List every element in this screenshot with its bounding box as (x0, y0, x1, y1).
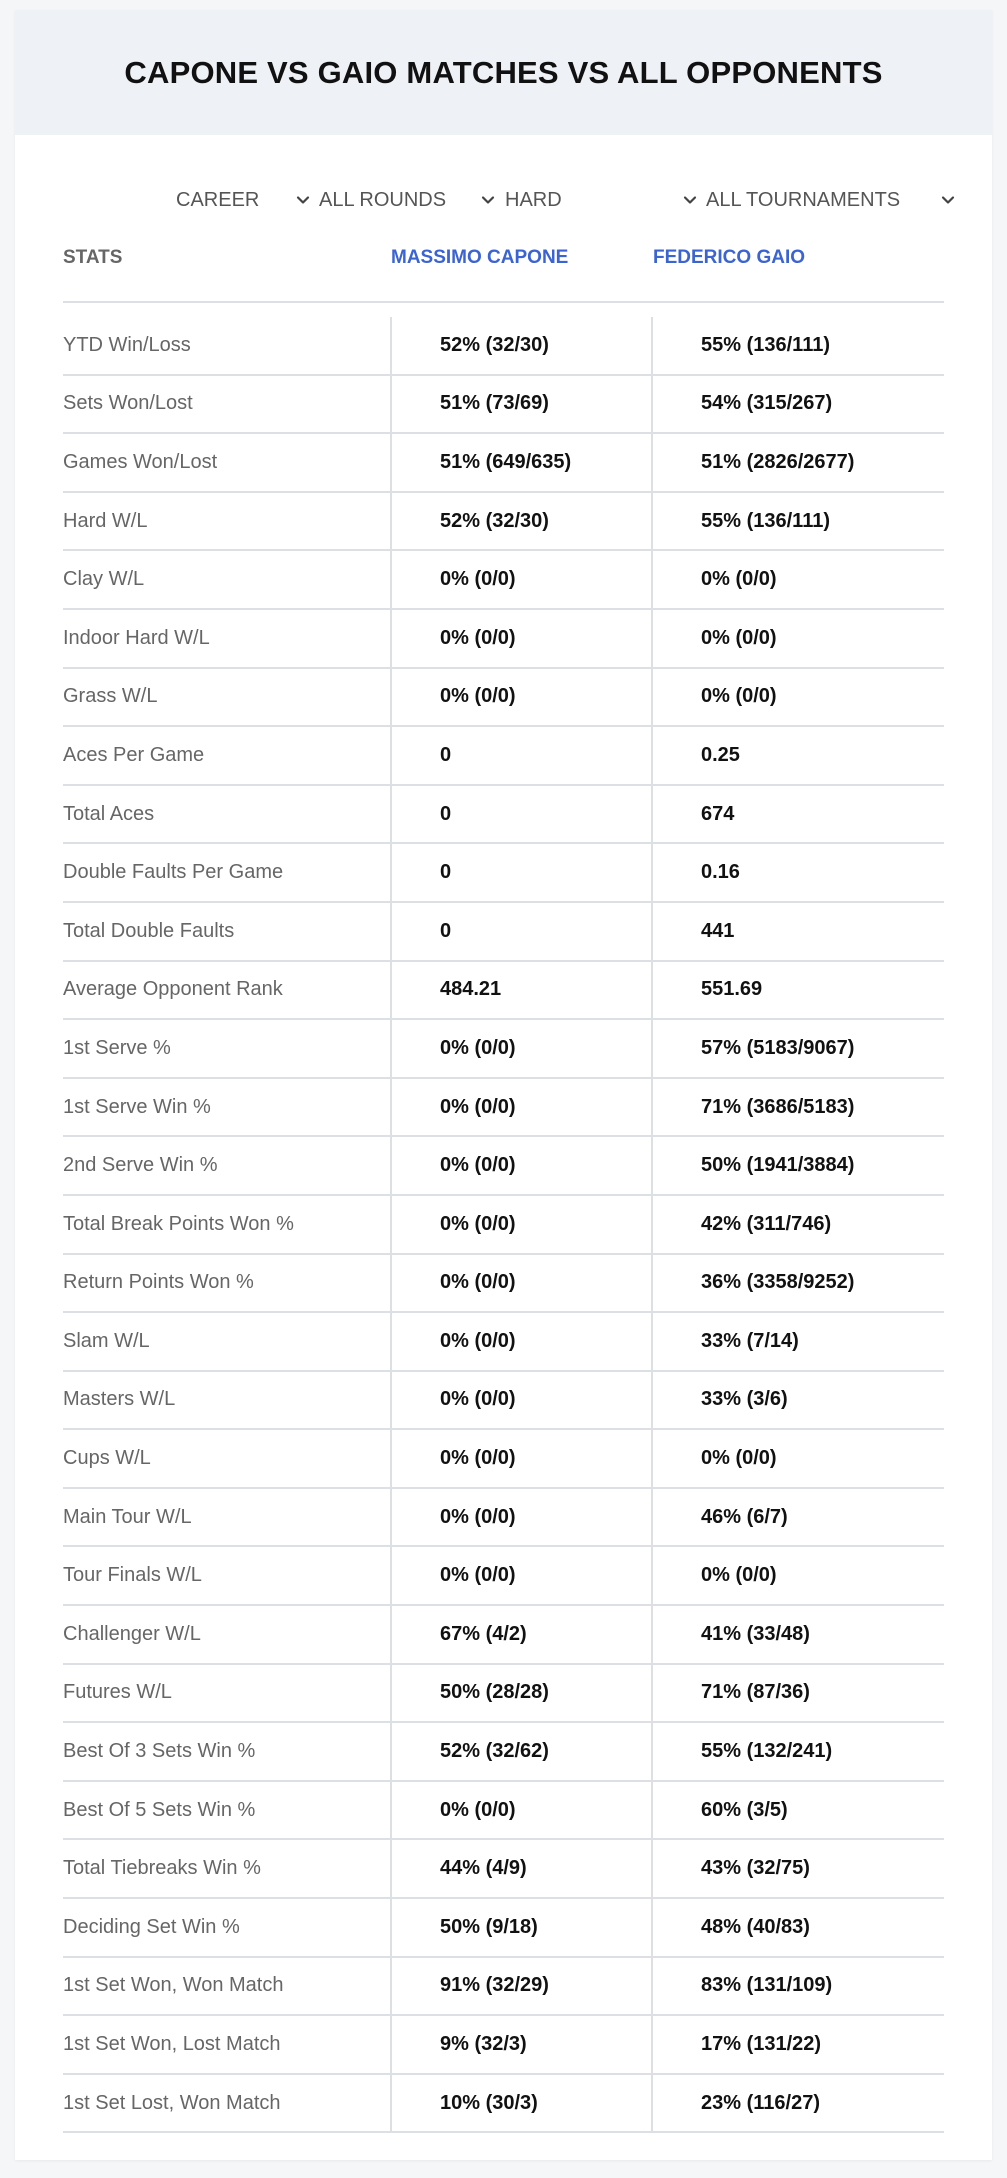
player1-value: 52% (32/30) (390, 493, 651, 550)
table-row (63, 1665, 944, 1724)
player1-value: 0% (0/0) (390, 1313, 651, 1370)
player2-value: 51% (2826/2677) (651, 434, 944, 491)
player2-value: 46% (6/7) (651, 1489, 944, 1546)
stats-card (15, 10, 992, 2160)
table-row (63, 1489, 944, 1548)
stat-label: Tour Finals W/L (63, 1564, 202, 1587)
chevron-down-icon (679, 189, 701, 211)
page-title: CAPONE VS GAIO MATCHES VS ALL OPPONENTS (124, 54, 883, 90)
stat-label: 1st Set Won, Won Match (63, 1974, 284, 1997)
table-row (63, 844, 944, 903)
table-row (63, 1313, 944, 1372)
player2-value: 33% (3/6) (651, 1372, 944, 1429)
table-row (63, 1547, 944, 1606)
player2-value: 55% (136/111) (651, 317, 944, 374)
period-select-value: CAREER (176, 188, 260, 211)
player1-value: 91% (32/29) (390, 1958, 651, 2015)
table-row (63, 610, 944, 669)
player1-value: 44% (4/9) (390, 1840, 651, 1897)
player2-value: 50% (1941/3884) (651, 1137, 944, 1194)
player1-value: 0% (0/0) (390, 1020, 651, 1077)
player1-value: 0% (0/0) (390, 669, 651, 726)
player2-value: 55% (132/241) (651, 1723, 944, 1780)
chevron-down-icon (477, 189, 499, 211)
player2-value: 48% (40/83) (651, 1899, 944, 1956)
surface-select-value: HARD (505, 188, 562, 211)
table-row (63, 317, 944, 376)
table-row (63, 1723, 944, 1782)
table-row (63, 727, 944, 786)
table-row (63, 1020, 944, 1079)
player2-value: 83% (131/109) (651, 1958, 944, 2015)
stat-label: Hard W/L (63, 509, 148, 532)
table-row (63, 669, 944, 728)
stat-label: Total Break Points Won % (63, 1212, 294, 1235)
player1-value: 0% (0/0) (390, 610, 651, 667)
chevron-down-icon (292, 189, 314, 211)
player1-value: 67% (4/2) (390, 1606, 651, 1663)
player2-value: 57% (5183/9067) (651, 1020, 944, 1077)
table-row (63, 376, 944, 435)
stat-label: Futures W/L (63, 1681, 172, 1704)
player2-value: 0% (0/0) (651, 669, 944, 726)
tournaments-select[interactable] (706, 180, 959, 220)
table-row (63, 1430, 944, 1489)
table-row (63, 1137, 944, 1196)
stat-label: Indoor Hard W/L (63, 626, 210, 649)
player1-value: 50% (28/28) (390, 1665, 651, 1722)
table-row (63, 1606, 944, 1665)
stat-label: Sets Won/Lost (63, 392, 193, 415)
player2-value: 0% (0/0) (651, 1430, 944, 1487)
stat-label: Best Of 3 Sets Win % (63, 1740, 256, 1763)
stat-label: Return Points Won % (63, 1271, 254, 1294)
player1-value: 0% (0/0) (390, 1489, 651, 1546)
player2-value: 42% (311/746) (651, 1196, 944, 1253)
table-row (63, 493, 944, 552)
player2-value: 55% (136/111) (651, 493, 944, 550)
table-header (63, 243, 944, 303)
table-row (63, 962, 944, 1021)
player1-value: 50% (9/18) (390, 1899, 651, 1956)
stat-label: 2nd Serve Win % (63, 1154, 218, 1177)
table-row (63, 1079, 944, 1138)
stat-label: 1st Serve Win % (63, 1095, 211, 1118)
stat-label: Games Won/Lost (63, 450, 218, 473)
player2-value: 17% (131/22) (651, 2016, 944, 2073)
player1-value: 0 (390, 903, 651, 960)
player1-value: 0% (0/0) (390, 1137, 651, 1194)
table-row (63, 1255, 944, 1314)
rounds-select[interactable] (319, 180, 499, 220)
player1-value: 0 (390, 844, 651, 901)
player2-value: 0% (0/0) (651, 551, 944, 608)
player2-value: 71% (3686/5183) (651, 1079, 944, 1136)
player1-link[interactable]: MASSIMO CAPONE (391, 247, 569, 268)
rounds-select-value: ALL ROUNDS (319, 188, 447, 211)
player1-value: 0 (390, 786, 651, 843)
player1-value: 0% (0/0) (390, 1372, 651, 1429)
table-row (63, 1958, 944, 2017)
table-row (63, 1372, 944, 1431)
player1-value: 51% (649/635) (390, 434, 651, 491)
stat-label: Clay W/L (63, 568, 145, 591)
stat-label: Masters W/L (63, 1388, 176, 1411)
player2-value: 0.25 (651, 727, 944, 784)
stat-label: 1st Set Won, Lost Match (63, 2033, 281, 2056)
period-select[interactable] (176, 180, 314, 220)
player1-value: 0% (0/0) (390, 1547, 651, 1604)
player2-link[interactable]: FEDERICO GAIO (653, 247, 806, 268)
player1-value: 0% (0/0) (390, 1255, 651, 1312)
player2-value: 441 (651, 903, 944, 960)
stat-label: Best Of 5 Sets Win % (63, 1798, 256, 1821)
player1-value: 9% (32/3) (390, 2016, 651, 2073)
table-row (63, 786, 944, 845)
player1-value: 0 (390, 727, 651, 784)
player2-value: 674 (651, 786, 944, 843)
stat-label: Total Double Faults (63, 919, 235, 942)
surface-select[interactable] (505, 180, 701, 220)
table-row (63, 2075, 944, 2134)
table-row (63, 2016, 944, 2075)
player1-value: 0% (0/0) (390, 1196, 651, 1253)
stat-label: 1st Set Lost, Won Match (63, 2091, 281, 2114)
stat-label: YTD Win/Loss (63, 333, 191, 356)
table-row (63, 1899, 944, 1958)
player2-value: 0% (0/0) (651, 610, 944, 667)
stat-label: Challenger W/L (63, 1622, 201, 1645)
stat-label: Average Opponent Rank (63, 978, 283, 1001)
table-row (63, 434, 944, 493)
stat-label: Total Aces (63, 802, 155, 825)
player1-value: 0% (0/0) (390, 551, 651, 608)
stats-column-header: STATS (63, 247, 123, 268)
filter-bar (15, 180, 992, 220)
player1-value: 51% (73/69) (390, 376, 651, 433)
player1-value: 0% (0/0) (390, 1430, 651, 1487)
player1-value: 52% (32/62) (390, 1723, 651, 1780)
player2-value: 60% (3/5) (651, 1782, 944, 1839)
player2-value: 23% (116/27) (651, 2075, 944, 2132)
tournaments-select-value: ALL TOURNAMENTS (706, 188, 901, 211)
player2-value: 43% (32/75) (651, 1840, 944, 1897)
stat-label: Grass W/L (63, 685, 158, 708)
player2-value: 0% (0/0) (651, 1547, 944, 1604)
card-header (15, 10, 992, 135)
player1-value: 0% (0/0) (390, 1079, 651, 1136)
stat-label: Slam W/L (63, 1329, 150, 1352)
player2-value: 0.16 (651, 844, 944, 901)
player2-value: 41% (33/48) (651, 1606, 944, 1663)
chevron-down-icon (937, 189, 959, 211)
stat-label: Deciding Set Win % (63, 1915, 240, 1938)
stat-label: Main Tour W/L (63, 1505, 192, 1528)
player2-value: 551.69 (651, 962, 944, 1019)
stat-label: Cups W/L (63, 1447, 151, 1470)
player2-value: 54% (315/267) (651, 376, 944, 433)
player1-value: 484.21 (390, 962, 651, 1019)
player2-value: 36% (3358/9252) (651, 1255, 944, 1312)
player1-value: 10% (30/3) (390, 2075, 651, 2132)
player2-value: 33% (7/14) (651, 1313, 944, 1370)
stat-label: 1st Serve % (63, 1036, 171, 1059)
table-row (63, 1840, 944, 1899)
player2-value: 71% (87/36) (651, 1665, 944, 1722)
stats-table-body (63, 317, 944, 2133)
player1-value: 52% (32/30) (390, 317, 651, 374)
table-row (63, 903, 944, 962)
stat-label: Aces Per Game (63, 743, 205, 766)
stat-label: Double Faults Per Game (63, 861, 284, 884)
player1-value: 0% (0/0) (390, 1782, 651, 1839)
table-row (63, 551, 944, 610)
table-row (63, 1196, 944, 1255)
table-row (63, 1782, 944, 1841)
stat-label: Total Tiebreaks Win % (63, 1857, 261, 1880)
